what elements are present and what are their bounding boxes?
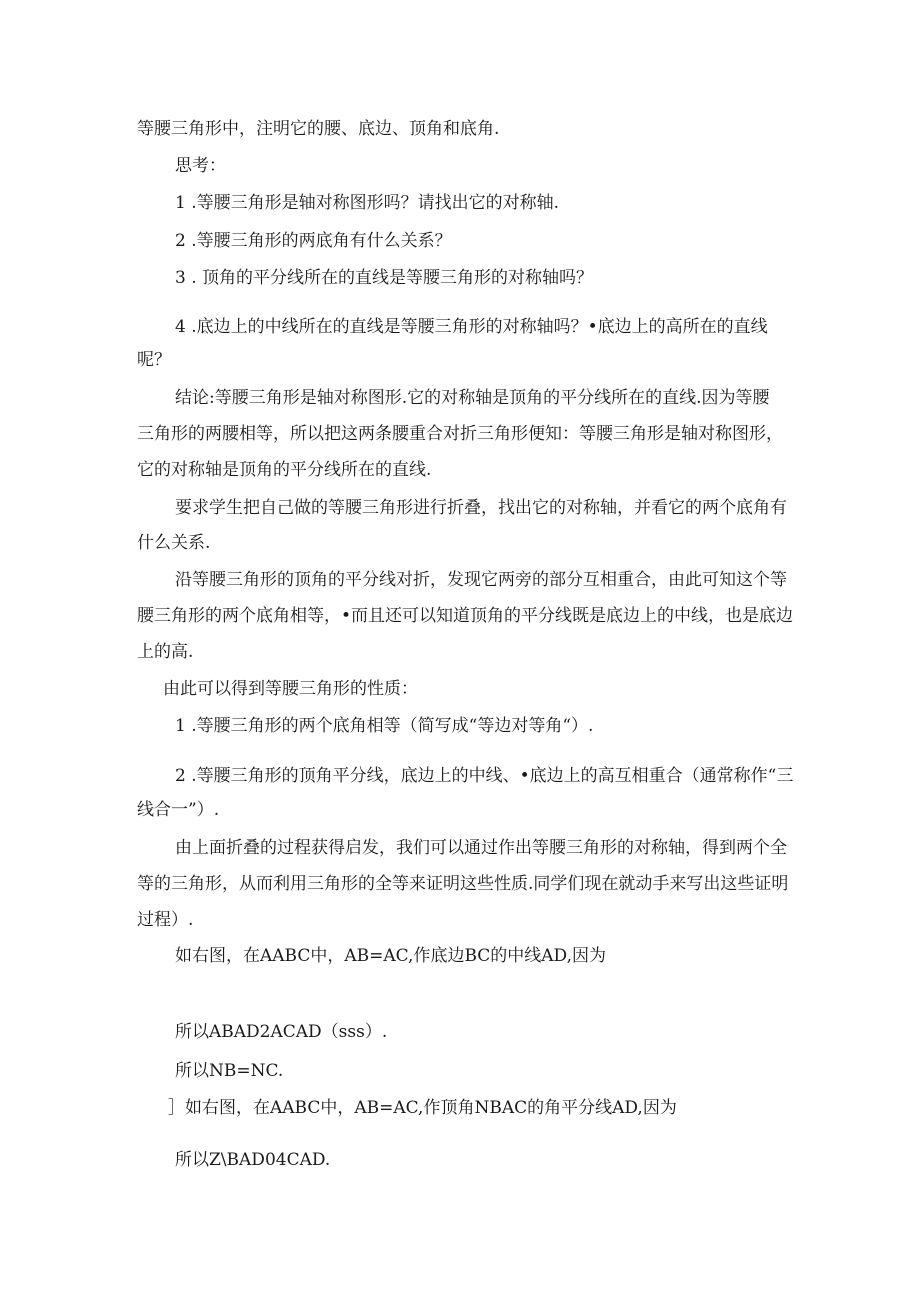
text-line-17: 1 .等腰三角形的两个底角相等（简写成“等边对等角“）.	[175, 716, 594, 736]
text-line-1: 等腰三角形中，注明它的腰、底边、顶角和底角.	[137, 119, 500, 139]
text-line-9: 三角形的两腰相等，所以把这两条腰重合对折三角形便知：等腰三角形是轴对称图形，	[137, 424, 783, 444]
text-line-22: 过程）.	[137, 910, 194, 930]
text-line-12: 什么关系.	[137, 533, 211, 553]
text-line-27: 所以Z\BAD04CAD.	[175, 1150, 331, 1170]
text-line-10: 它的对称轴是顶角的平分线所在的直线.	[137, 460, 432, 480]
text-line-19: 线合一”）.	[137, 800, 220, 820]
text-line-8: 结论:等腰三角形是轴对称图形.它的对称轴是顶角的平分线所在的直线.因为等腰	[175, 388, 770, 408]
text-line-16: 由此可以得到等腰三角形的性质：	[163, 679, 418, 699]
text-line-6: 4 .底边上的中线所在的直线是等腰三角形的对称轴吗？•底边上的高所在的直线	[175, 317, 768, 337]
text-line-23: 如右图，在AABC中，AB=AC,作底边BC的中线AD,因为	[175, 946, 606, 966]
text-line-7: 呢？	[137, 350, 171, 370]
text-line-5: 3 . 顶角的平分线所在的直线是等腰三角形的对称轴吗？	[175, 268, 594, 288]
text-line-26: ］如右图，在AABC中，AB=AC,作顶角NBAC的角平分线AD,因为	[168, 1098, 677, 1118]
text-line-20: 由上面折叠的过程获得启发，我们可以通过作出等腰三角形的对称轴，得到两个全	[175, 838, 787, 858]
text-line-14: 腰三角形的两个底角相等，•而且还可以知道顶角的平分线既是底边上的中线，也是底边	[137, 606, 794, 626]
text-line-18: 2 .等腰三角形的顶角平分线，底边上的中线、•底边上的高互相重合（通常称作“三	[175, 766, 794, 786]
text-line-3: 1 .等腰三角形是轴对称图形吗？请找出它的对称轴.	[175, 193, 560, 213]
text-line-25: 所以NB=NC.	[175, 1061, 284, 1081]
text-line-4: 2 .等腰三角形的两底角有什么关系？	[175, 231, 452, 251]
text-line-15: 上的高.	[137, 642, 194, 662]
text-line-21: 等的三角形，从而利用三角形的全等来证明这些性质.同学们现在就动手来写出这些证明	[137, 874, 789, 894]
text-line-13: 沿等腰三角形的顶角的平分线对折，发现它两旁的部分互相重合，由此可知这个等	[175, 570, 787, 590]
text-line-2: 思考：	[175, 156, 226, 176]
text-line-11: 要求学生把自己做的等腰三角形进行折叠，找出它的对称轴，并看它的两个底角有	[175, 498, 787, 518]
text-line-24: 所以ABAD2ACAD（sss）.	[175, 1022, 388, 1042]
